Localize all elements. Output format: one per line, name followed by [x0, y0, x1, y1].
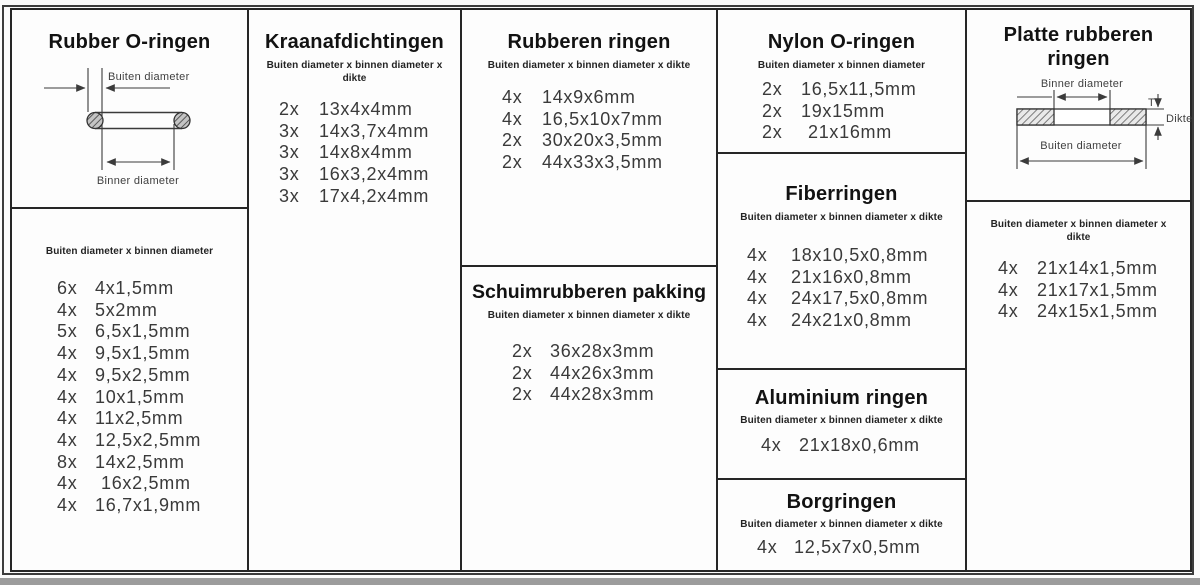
- spec-row: [57, 365, 247, 387]
- spec-size: 36x28x3mm: [550, 341, 655, 361]
- spec-size: 44x26x3mm: [550, 362, 655, 383]
- spec-qty: 4x: [502, 87, 523, 107]
- spec-qty: 4x: [747, 266, 768, 287]
- spec-row: [998, 258, 1190, 280]
- scan-edge-strip: [0, 578, 1200, 585]
- spec-size: 6,5x1,5mm: [95, 321, 191, 342]
- spec-list: [718, 245, 965, 332]
- spec-qty: 3x: [279, 185, 300, 206]
- panel-subtitle: Buiten diameter x binnen diameter x dikte: [487, 310, 691, 321]
- panel-platte-rubberen-ringen: [965, 8, 1192, 572]
- spec-size: 14x8x4mm: [319, 142, 413, 163]
- spec-size: 16,5x11,5mm: [801, 79, 917, 99]
- spec-qty: 4x: [747, 288, 768, 309]
- section-rubberen-ringen: [462, 10, 716, 265]
- section-aluminium-ringen: [718, 368, 965, 478]
- spec-row: [57, 473, 247, 495]
- panel-title: Schuimrubberen pakking: [471, 281, 707, 303]
- spec-row: [279, 142, 460, 164]
- spec-qty: 2x: [762, 79, 783, 99]
- spec-row: [502, 152, 716, 174]
- spec-size: 16,5x10x7mm: [542, 108, 663, 129]
- spec-size: 10x1,5mm: [95, 386, 185, 407]
- panel-subtitle: Buiten diameter x binnen diameter x dikte: [487, 60, 691, 71]
- spec-row: [57, 408, 247, 430]
- spec-qty: 2x: [502, 152, 523, 173]
- spec-qty: 4x: [998, 301, 1019, 322]
- spec-size: 9,5x2,5mm: [95, 364, 191, 385]
- spec-row: [57, 387, 247, 409]
- spec-qty: 6x: [57, 278, 78, 298]
- spec-row: [57, 278, 247, 300]
- spec-row: [279, 164, 460, 186]
- spec-size: 12,5x2,5mm: [95, 429, 202, 450]
- spec-row: [998, 301, 1190, 323]
- spec-qty: 2x: [762, 122, 783, 143]
- panel-subtitle: Buiten diameter x binnen diameter x dikte: [990, 219, 1167, 243]
- spec-qty: 3x: [279, 120, 300, 141]
- spec-qty: 4x: [757, 537, 778, 557]
- spec-row: [279, 121, 460, 143]
- spec-qty: 4x: [747, 245, 768, 265]
- panel-title: Rubber O-ringen: [48, 31, 211, 53]
- spec-size: 14x2,5mm: [95, 451, 185, 472]
- panel-title: Aluminium ringen: [754, 387, 929, 409]
- spec-qty: 4x: [998, 258, 1019, 278]
- panel-title: Fiberringen: [785, 183, 898, 205]
- spec-qty: 5x: [57, 321, 78, 342]
- diagram-thickness-mark: T: [1147, 97, 1155, 109]
- spec-row: [747, 267, 965, 289]
- spec-list: [249, 99, 460, 208]
- panel-title: Platte rubberen ringen: [1003, 24, 1154, 70]
- spec-row: [762, 122, 965, 144]
- spec-size: 21x16x0,8mm: [791, 266, 912, 287]
- spec-qty: 2x: [512, 362, 533, 383]
- spec-qty: 4x: [57, 299, 78, 320]
- diagram-inner-diameter-label: Binner diameter: [1040, 78, 1123, 90]
- spec-qty: 2x: [512, 384, 533, 405]
- diagram-outer-diameter-label: Buiten diameter: [107, 71, 190, 83]
- section-rubber-oringen-list: [12, 207, 247, 570]
- spec-size: 24x15x1,5mm: [1037, 301, 1158, 322]
- spec-row: [761, 435, 965, 457]
- flat-ring-cross-section-diagram: [970, 77, 1193, 177]
- spec-row: [998, 280, 1190, 302]
- spec-size: 16x2,5mm: [101, 473, 191, 494]
- spec-row: [502, 130, 716, 152]
- spec-row: [57, 430, 247, 452]
- spec-size: 21x14x1,5mm: [1037, 258, 1158, 278]
- spec-qty: 4x: [57, 343, 78, 364]
- spec-qty: 2x: [762, 100, 783, 121]
- spec-row: [279, 99, 460, 121]
- panel-subtitle: Buiten diameter x binnen diameter: [757, 60, 926, 71]
- spec-qty: 2x: [279, 99, 300, 119]
- diagram-outer-diameter-label: Buiten diameter: [1039, 140, 1122, 152]
- panel-subtitle: Buiten diameter x binnen diameter: [45, 246, 214, 257]
- panel-title: Nylon O-ringen: [767, 31, 916, 53]
- spec-list: [462, 87, 716, 174]
- panel-ring-sections: [716, 8, 967, 572]
- spec-row: [762, 79, 965, 101]
- spec-size: 5x2mm: [95, 299, 158, 320]
- spec-list: [967, 258, 1190, 323]
- spec-row: [57, 495, 247, 517]
- section-rubber-oringen-header: [12, 10, 247, 207]
- spec-qty: 4x: [57, 495, 78, 516]
- spec-size: 14x3,7x4mm: [319, 120, 430, 141]
- spec-qty: 8x: [57, 451, 78, 472]
- spec-qty: 4x: [761, 435, 782, 455]
- spec-size: 44x28x3mm: [550, 384, 655, 405]
- spec-qty: 4x: [57, 364, 78, 385]
- spec-size: 9,5x1,5mm: [95, 343, 191, 364]
- spec-list: [462, 341, 716, 406]
- section-platte-ringen-header: [967, 10, 1193, 200]
- spec-row: [747, 245, 965, 267]
- spec-row: [512, 341, 716, 363]
- spec-size: 21x17x1,5mm: [1037, 279, 1158, 300]
- spec-row: [747, 288, 965, 310]
- panel-subtitle: Buiten diameter x binnen diameter x dikte: [266, 60, 443, 84]
- section-nylon-oringen: [718, 10, 965, 152]
- spec-qty: 3x: [279, 142, 300, 163]
- spec-row: [747, 310, 965, 332]
- spec-row: [57, 452, 247, 474]
- spec-row: [502, 87, 716, 109]
- diagram-thickness-label: Dikte: [1165, 113, 1193, 125]
- panel-rubberen-ringen: [460, 8, 718, 572]
- spec-qty: 4x: [502, 108, 523, 129]
- spec-size: 11x2,5mm: [95, 408, 184, 429]
- panel-rubber-oringen: [10, 8, 249, 572]
- spec-size: 30x20x3,5mm: [542, 130, 663, 151]
- spec-list: [718, 79, 965, 144]
- spec-list: [718, 537, 965, 559]
- panel-subtitle: Buiten diameter x binnen diameter x dikte: [740, 415, 943, 426]
- spec-row: [512, 384, 716, 406]
- spec-size: 21x16mm: [808, 122, 892, 143]
- panel-title: Kraanafdichtingen: [265, 31, 444, 53]
- spec-size: 18x10,5x0,8mm: [791, 245, 929, 265]
- spec-list: [718, 435, 965, 457]
- panel-kraanafdichtingen: [247, 8, 462, 572]
- section-kraanafdichtingen: [249, 10, 460, 570]
- spec-size: 14x9x6mm: [542, 87, 636, 107]
- spec-row: [512, 363, 716, 385]
- panel-subtitle: Buiten diameter x binnen diameter x dikte: [740, 212, 943, 223]
- spec-size: 12,5x7x0,5mm: [794, 537, 921, 557]
- spec-qty: 4x: [998, 279, 1019, 300]
- section-schuimrubberen-pakking: [462, 265, 716, 570]
- diagram-inner-diameter-label: Binner diameter: [96, 175, 179, 187]
- panel-subtitle: Buiten diameter x binnen diameter x dikte: [740, 519, 943, 530]
- spec-row: [279, 186, 460, 208]
- section-fiberringen: [718, 152, 965, 368]
- spec-qty: 4x: [57, 386, 78, 407]
- spec-size: 16,7x1,9mm: [95, 495, 202, 516]
- spec-qty: 4x: [57, 473, 78, 494]
- section-borgringen: [718, 478, 965, 570]
- spec-size: 21x18x0,6mm: [799, 435, 920, 455]
- spec-qty: 4x: [57, 408, 78, 429]
- spec-qty: 2x: [512, 341, 533, 361]
- section-platte-ringen-list: [967, 200, 1190, 570]
- spec-qty: 4x: [747, 310, 768, 331]
- spec-row: [57, 343, 247, 365]
- spec-size: 13x4x4mm: [319, 99, 413, 119]
- spec-row: [762, 101, 965, 123]
- spec-row: [502, 109, 716, 131]
- panel-title: Borgringen: [786, 491, 897, 513]
- spec-qty: 3x: [279, 164, 300, 185]
- spec-row: [57, 321, 247, 343]
- spec-size: 19x15mm: [801, 100, 885, 121]
- spec-size: 17x4,2x4mm: [319, 185, 430, 206]
- spec-size: 24x21x0,8mm: [791, 310, 912, 331]
- oring-cross-section-diagram: [30, 62, 230, 192]
- spec-row: [757, 537, 965, 559]
- spec-list: [12, 278, 247, 517]
- panel-title: Rubberen ringen: [507, 31, 671, 53]
- spec-qty: 4x: [57, 429, 78, 450]
- spec-size: 44x33x3,5mm: [542, 152, 663, 173]
- spec-size: 24x17,5x0,8mm: [791, 288, 929, 309]
- spec-row: [57, 300, 247, 322]
- spec-size: 4x1,5mm: [95, 278, 174, 298]
- spec-size: 16x3,2x4mm: [319, 164, 430, 185]
- spec-qty: 2x: [502, 130, 523, 151]
